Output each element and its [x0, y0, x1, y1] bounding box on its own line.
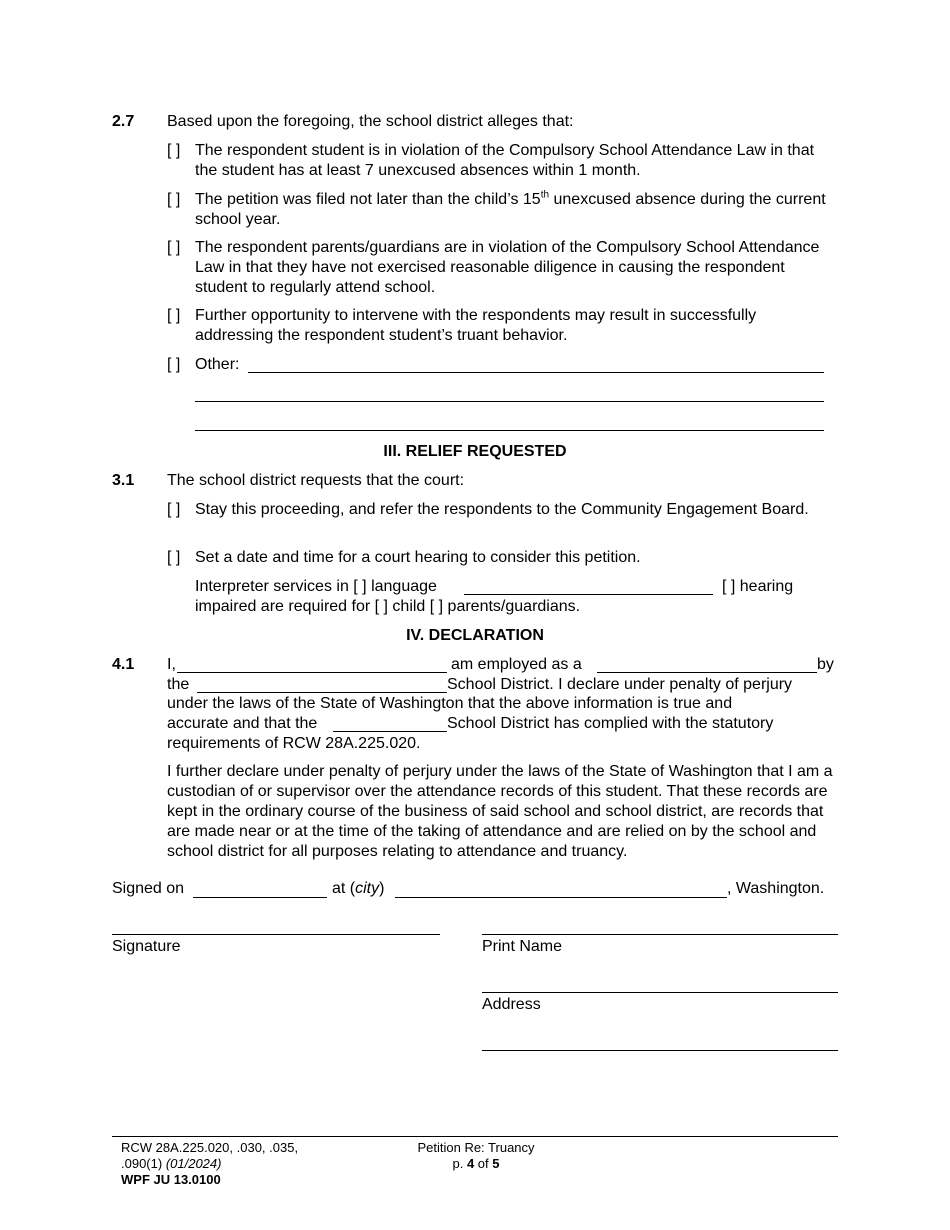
other-label: Other: — [195, 356, 240, 373]
declaration-text: by — [817, 656, 834, 673]
section-number-3-1: 3.1 — [112, 472, 135, 489]
page-number: p. 4 of 5 — [452, 1156, 500, 1171]
declaration-text: am employed as a — [451, 656, 582, 673]
allegation-item — [167, 238, 827, 298]
section-number-4-1: 4.1 — [112, 656, 135, 673]
interpreter-line-1: Interpreter services in [ ] language — [195, 578, 437, 595]
declaration-text: under the laws of the State of Washington that the above information is true and — [167, 695, 733, 712]
declaration-paragraph: I further declare under penalty of perjury under the laws of the State of Washington that I am a custodian of or supervisor over the attendance records of this student. That these records are kept in the ordinary course of the business of said school and school district, are records that are made near or at the time of the taking of attendance and are relied on by the school and school district for all purposes relating to attendance and truancy. — [167, 763, 833, 860]
form-id: WPF JU 13.0100 — [121, 1172, 221, 1187]
city-line[interactable] — [395, 897, 727, 898]
checkbox[interactable]: [ ] — [167, 307, 181, 324]
relief-item — [167, 500, 827, 520]
address-line-2[interactable] — [482, 1050, 838, 1051]
heading-declaration: IV. DECLARATION — [406, 627, 544, 644]
footer-rcw: RCW 28A.225.020, .030, .035, .090(1) (01/2024) WPF JU 13.0100 — [121, 1140, 299, 1187]
checkbox[interactable]: [ ] — [167, 549, 181, 566]
language-line[interactable] — [464, 594, 713, 595]
heading-relief-requested: III. RELIEF REQUESTED — [383, 443, 567, 460]
section-number-2-7: 2.7 — [112, 113, 135, 130]
signature-label: Signature — [112, 938, 181, 955]
interpreter-line-2: impaired are required for [ ] child [ ] parents/guardians. — [195, 598, 581, 615]
declaration-text: the — [167, 676, 190, 693]
checkbox[interactable]: [ ] — [167, 142, 181, 159]
signature-line[interactable] — [112, 934, 440, 935]
allegation-text: The respondent student is in violation of the Compulsory School Attendance Law in that the student has at least 7 unexcused absences within 1 month. — [195, 142, 815, 179]
allegation-item — [167, 190, 827, 230]
checkbox[interactable]: [ ] — [167, 191, 181, 208]
relief-text: Stay this proceeding, and refer the respondents to the Community Engagement Board. — [195, 501, 809, 518]
city-label: at (city) — [332, 880, 385, 897]
declaration-text: School District. I declare under penalty of perjury — [447, 676, 793, 693]
declarant-name-line[interactable] — [177, 672, 447, 673]
relief-item — [167, 548, 827, 568]
footer-title: Petition Re: Truancy p. 4 of 5 — [376, 1140, 576, 1172]
other-line[interactable] — [248, 372, 824, 373]
relief-text: Set a date and time for a court hearing to consider this petition. — [195, 549, 641, 566]
school-district-line[interactable] — [333, 731, 447, 732]
print-name-label: Print Name — [482, 938, 563, 955]
footer-divider — [112, 1136, 838, 1137]
other-line[interactable] — [195, 401, 824, 402]
declaration-text: requirements of RCW 28A.225.020. — [167, 735, 421, 752]
position-line[interactable] — [597, 672, 817, 673]
date-line[interactable] — [193, 897, 327, 898]
allegation-item — [167, 141, 827, 181]
signed-on-label: Signed on — [112, 880, 185, 897]
declaration-text: School District has complied with the statutory — [447, 715, 774, 732]
hearing-impaired-option: [ ] hearing — [722, 578, 794, 595]
school-district-line[interactable] — [197, 692, 447, 693]
allegation-text: The petition was filed not later than the child’s 15th unexcused absence during the current school year. — [195, 189, 826, 228]
allegation-text: Further opportunity to intervene with the respondents may result in successfully addressing the respondent student’s truant behavior. — [195, 307, 757, 344]
checkbox[interactable]: [ ] — [167, 501, 181, 518]
checkbox[interactable]: [ ] — [167, 356, 181, 373]
checkbox[interactable]: [ ] — [167, 239, 181, 256]
address-label: Address — [482, 996, 541, 1013]
other-line[interactable] — [195, 430, 824, 431]
declaration-text: accurate and that the — [167, 715, 318, 732]
allegation-text: The respondent parents/guardians are in violation of the Compulsory School Attendance Law in that they have not exercised reasonable diligence in causing the respondent student to regularly attend school. — [195, 239, 820, 296]
address-line[interactable] — [482, 992, 838, 993]
print-name-line[interactable] — [482, 934, 838, 935]
allegation-item — [167, 306, 827, 346]
section-3-1-intro: The school district requests that the court: — [167, 472, 465, 489]
declaration-text: I, — [167, 656, 176, 673]
washington-label: , Washington. — [727, 880, 825, 897]
section-2-7-intro: Based upon the foregoing, the school district alleges that: — [167, 113, 574, 130]
